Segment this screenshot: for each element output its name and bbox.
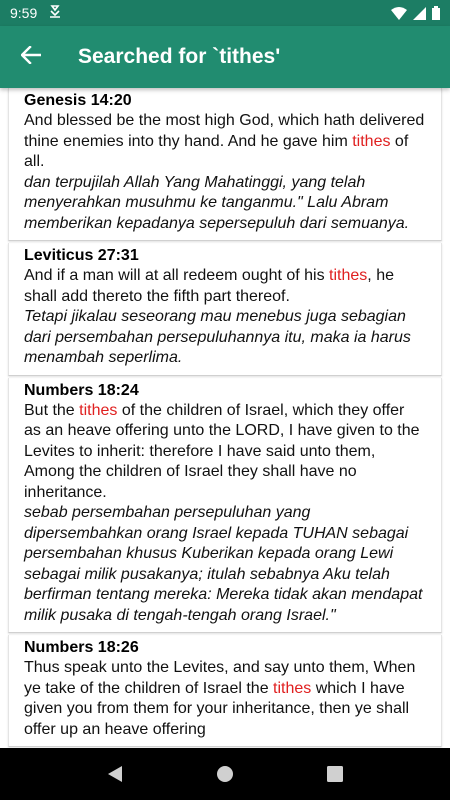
wifi-icon xyxy=(391,7,407,20)
status-time: 9:59 xyxy=(10,5,38,21)
result-card[interactable] xyxy=(8,635,442,747)
result-card[interactable] xyxy=(8,378,442,634)
nav-home-icon[interactable] xyxy=(205,754,245,794)
verse-reference: Numbers 18:26 xyxy=(24,639,139,656)
verse-text-after: which I have given you from them for your inheritance, then ye shall offer up an heave offering xyxy=(24,679,410,738)
arrow-back-icon xyxy=(21,46,41,69)
verse-text-before: And blessed be the most high God, which hath delivered thine enemies into thy hand. And he gave him xyxy=(24,112,425,150)
system-nav-bar xyxy=(0,748,450,800)
verse-text-before: Thus speak unto the Levites, and say unto them, When ye take of the children of Israel the xyxy=(24,659,416,697)
verse-text-after: of all. xyxy=(24,132,409,170)
page-title: Searched for `tithes' xyxy=(78,45,281,68)
verse-reference: Genesis 14:20 xyxy=(24,92,132,109)
verse-text-after: of the children of Israel, which they offer as an heave offering unto the LORD, I have given to the Levites to inherit: therefore I have said unto them, Among the children of Israel they shall have no inheritance. xyxy=(24,401,420,501)
verse-text xyxy=(24,401,425,504)
search-keyword: tithes xyxy=(273,679,312,697)
verse-text xyxy=(24,111,425,173)
app-bar xyxy=(0,26,450,88)
search-keyword: tithes xyxy=(79,401,118,419)
download-notification-icon xyxy=(49,5,61,22)
verse-text-after: , he shall add thereto the fifth part thereof. xyxy=(24,267,394,305)
verse-text xyxy=(24,658,425,740)
verse-reference: Leviticus 27:31 xyxy=(24,247,139,264)
verse-translation: dan terpujilah Allah Yang Mahatinggi, yang telah menyerahkan musuhmu ke tanganmu." Lalu Abram memberikan kepadanya sepersepuluh dari semuanya. xyxy=(24,173,410,232)
status-bar xyxy=(0,0,450,26)
signal-icon xyxy=(413,7,426,20)
verse-text xyxy=(24,266,425,307)
verse-reference: Numbers 18:24 xyxy=(24,381,139,399)
back-button[interactable] xyxy=(0,26,62,88)
search-keyword: tithes xyxy=(329,267,368,284)
battery-icon xyxy=(432,6,440,20)
results-list xyxy=(0,88,450,747)
verse-translation: Tetapi jikalau seseorang mau menebus juga sebagian dari persembahan persepuluhannya itu, maka ia harus menambah seperlima. xyxy=(24,308,411,366)
result-card[interactable] xyxy=(8,243,442,376)
result-card[interactable] xyxy=(8,88,442,241)
verse-translation: sebab persembahan persepuluhan yang dipersembahkan orang Israel kepada TUHAN sebagai persembahan khusus Kuberikan kepada orang Lewi sebagai milik pusakanya; itulah sebabnya Aku telah berfirman tentang mereka: Mereka tidak akan mendapat milik pusaka di tengah-tengah orang Israel." xyxy=(24,504,423,624)
search-keyword: tithes xyxy=(352,132,391,150)
nav-recents-icon[interactable] xyxy=(315,754,355,794)
search-results[interactable] xyxy=(0,88,450,748)
nav-back-icon[interactable] xyxy=(95,754,135,794)
verse-text-before: And if a man will at all redeem ought of his xyxy=(24,267,330,284)
verse-text-before: But the xyxy=(24,401,80,419)
